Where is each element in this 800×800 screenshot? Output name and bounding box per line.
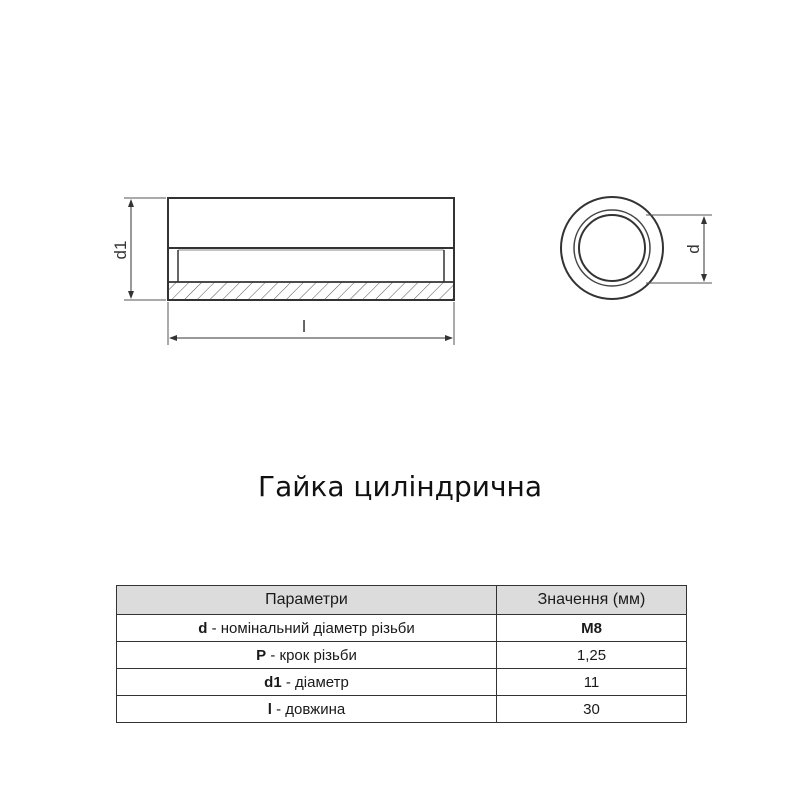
parameter-description: - крок різьби: [266, 646, 357, 664]
specifications-table: [116, 585, 687, 723]
table-row: [117, 642, 687, 669]
table-row: [117, 669, 687, 696]
header-parameters: Параметри: [117, 586, 497, 615]
parameter-symbol: d: [198, 619, 208, 637]
value-cell: 30: [497, 696, 687, 723]
value-cell: M8: [497, 615, 687, 642]
parameter-cell: [117, 669, 497, 696]
side-view: [111, 198, 454, 345]
value-cell: 1,25: [497, 642, 687, 669]
outer-circle: [561, 197, 663, 299]
product-title: Гайка циліндрична: [258, 470, 542, 503]
l-dimension-label: l: [302, 317, 306, 336]
parameter-description: - довжина: [271, 700, 346, 718]
parameter-description: - діаметр: [281, 673, 349, 691]
table-row: [117, 615, 687, 642]
thread-major-circle: [574, 210, 650, 286]
d1-dimension-label: d1: [111, 240, 130, 260]
parameter-cell: [117, 696, 497, 723]
section-hatching: [168, 282, 454, 300]
bore-circle: [579, 215, 645, 281]
table-header-row: [117, 586, 687, 615]
value-cell: 11: [497, 669, 687, 696]
parameter-cell: [117, 615, 497, 642]
end-view: [561, 197, 712, 299]
header-values: Значення (мм): [497, 586, 687, 615]
parameter-symbol: P: [256, 646, 267, 664]
parameter-cell: [117, 642, 497, 669]
parameter-symbol: d1: [264, 673, 282, 691]
parameter-symbol: l: [267, 700, 272, 718]
table-row: [117, 696, 687, 723]
parameter-description: - номінальний діаметр різьби: [207, 619, 415, 637]
d-dimension-label: d: [684, 244, 703, 254]
